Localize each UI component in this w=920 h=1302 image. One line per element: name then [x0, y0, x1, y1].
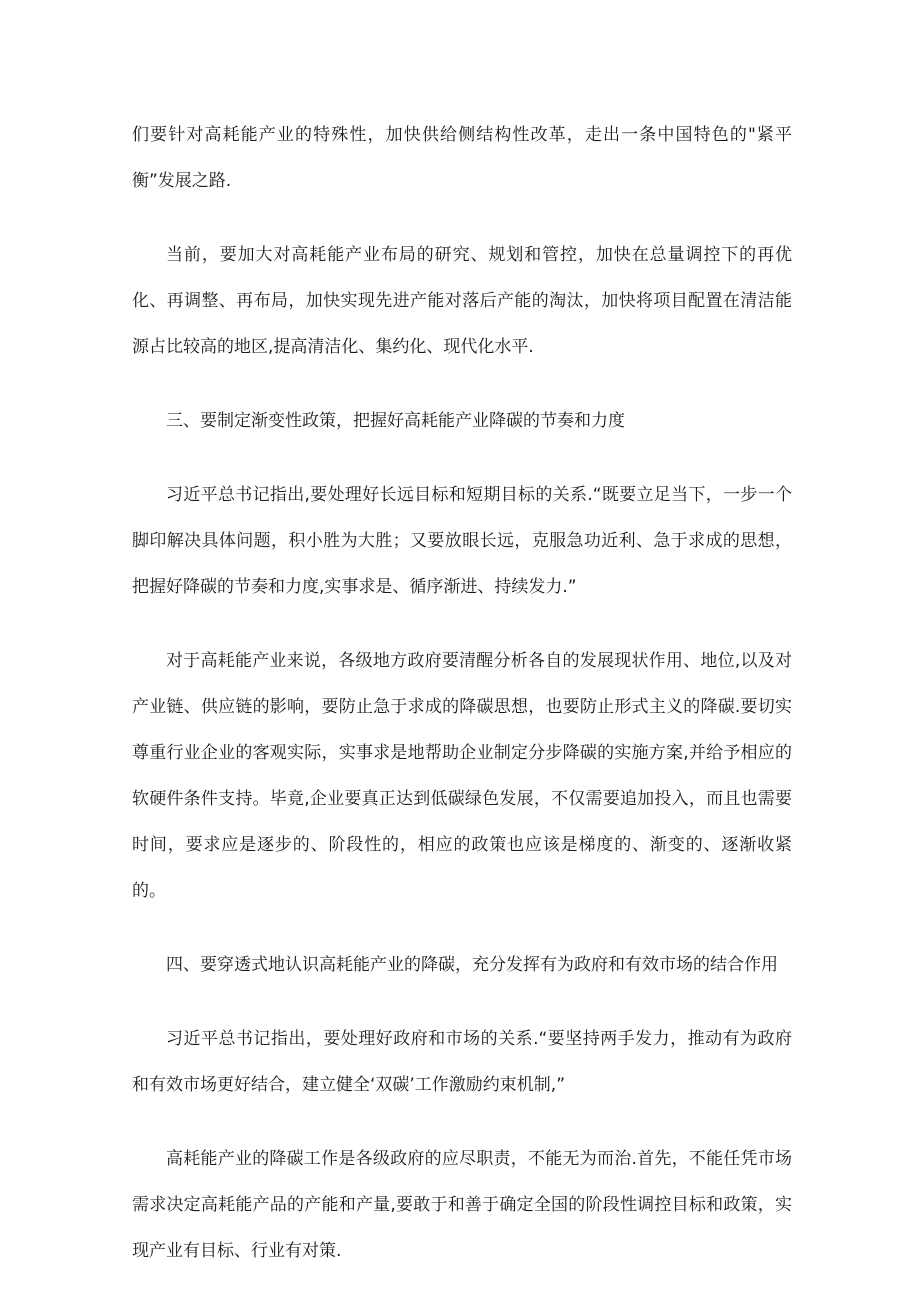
paragraph-local-government: 对于高耗能产业来说，各级地方政府要清醒分析各自的发展现状作用、地位,以及对产业链、供应链的影响，要防止急于求成的降碳思想，也要防止形式主义的降碳.要切实尊重行业企业的客观实际，实事求是地帮助企业制定分步降碳的实施方案,并给予相应的软硬件条件支持。毕竟,企业要真正达到低碳绿色发展，不仅需要追加投入，而且也需要时间，要求应是逐步的、阶段性的，相应的政策也应该是梯度的、渐变的、逐渐收紧的。 — [132, 651, 792, 901]
paragraph-quote-government-market: 习近平总书记指出，要处理好政府和市场的关系.“要坚持两手发力，推动有为政府和有效市场更好结合，建立健全‘双碳’工作激励约束机制,” — [132, 1029, 792, 1095]
document-body — [132, 112, 792, 1302]
section-heading-three: 三、要制定渐变性政策，把握好高耗能产业降碳的节奏和力度 — [166, 411, 625, 431]
section-heading-four: 四、要穿透式地认识高耗能产业的降碳，充分发挥有为政府和有效市场的结合作用 — [166, 955, 778, 975]
paragraph-quote-long-short-goals: 习近平总书记指出,要处理好长远目标和短期目标的关系.“既要立足当下，一步一个脚印解决具体问题，积小胜为大胜；又要放眼长远，克服急功近利、急于求成的思想，把握好降碳的节奏和力度,实事求是、循序渐进、持续发力.” — [132, 485, 792, 597]
paragraph-government-duty: 高耗能产业的降碳工作是各级政府的应尽职责，不能无为而治.首先，不能任凭市场需求决定高耗能产品的产能和产量,要敢于和善于确定全国的阶段性调控目标和政策，实现产业有目标、行业有对策. — [132, 1149, 792, 1261]
paragraph-layout-optimization: 当前，要加大对高耗能产业布局的研究、规划和管控，加快在总量调控下的再优化、再调整、再布局，加快实现先进产能对落后产能的淘汰，加快将项目配置在清洁能源占比较高的地区,提高清洁化、集约化、现代化水平. — [132, 245, 792, 357]
paragraph-continuation: 们要针对高耗能产业的特殊性，加快供给侧结构性改革，走出一条中国特色的"紧平衡”发展之路. — [132, 125, 792, 191]
